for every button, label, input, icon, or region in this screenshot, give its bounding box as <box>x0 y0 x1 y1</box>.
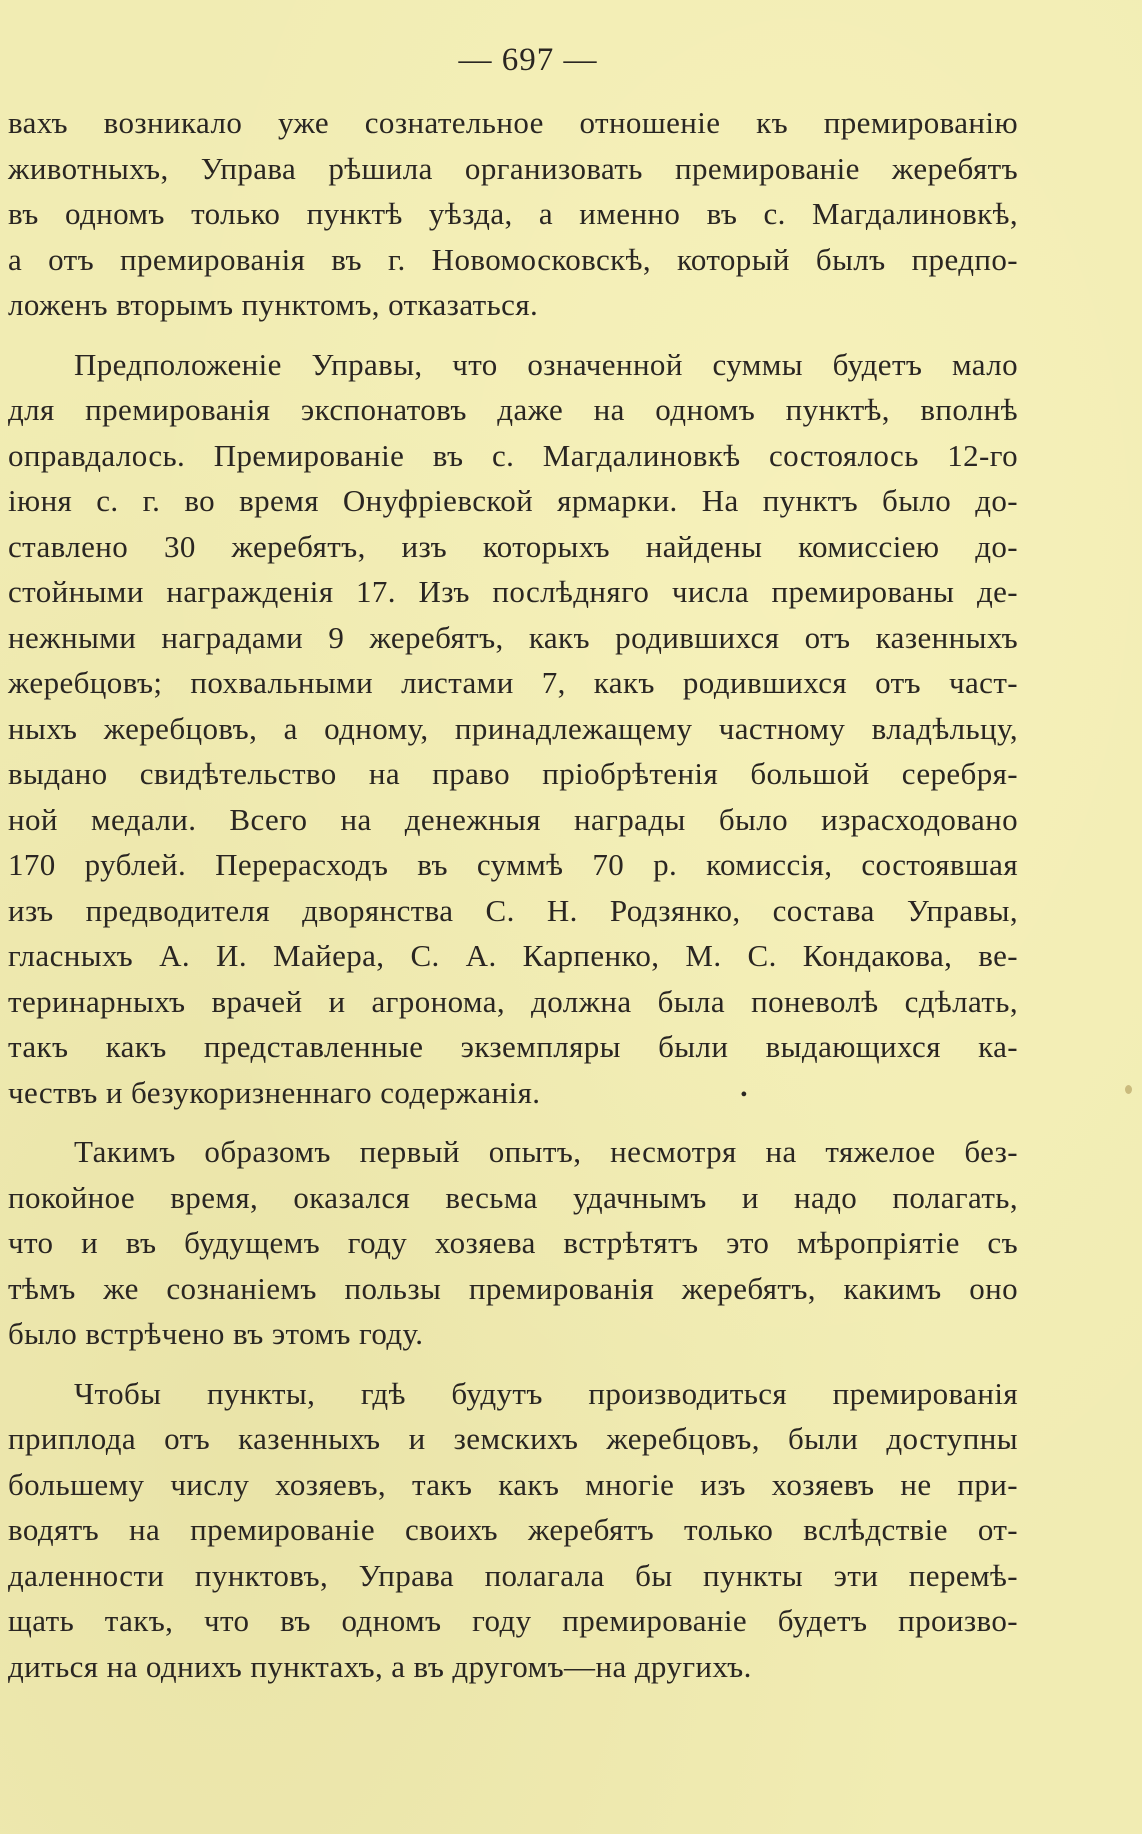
text-line: ставлено 30 жеребятъ, изъ которыхъ найдены комиссіею до- <box>8 528 1018 564</box>
text-line: ныхъ жеребцовъ, а одному, принадлежащему частному владѣльцу, <box>8 710 1018 746</box>
bullet-mark: • <box>740 1083 748 1106</box>
text-line: большему числу хозяевъ, такъ какъ многіе изъ хозяевъ не при- <box>8 1466 1018 1502</box>
text-line: такъ какъ представленные экземпляры были выдающихся ка- <box>8 1029 1018 1064</box>
text-line: Чтобы пункты, гдѣ будутъ производиться премированія <box>74 1375 1018 1411</box>
page-number: — 697 — <box>458 42 598 78</box>
text-line: приплода отъ казенныхъ и земскихъ жеребцовъ, были доступны <box>8 1421 1018 1456</box>
text-line: даленности пунктовъ, Управа полагала бы пункты эти перемѣ- <box>8 1557 1018 1593</box>
text-line: ной медали. Всего на денежныя награды было израсходовано <box>8 801 1018 837</box>
text-line: щать такъ, что въ одномъ году премированіе будетъ произво- <box>8 1603 1018 1638</box>
paragraph-1 <box>8 100 1018 328</box>
text-line: а отъ премированія въ г. Новомосковскѣ, который былъ предпо- <box>8 241 1018 277</box>
text-line: вахъ возникало уже сознательное отношеніе къ премированію <box>8 105 1018 140</box>
text-line: животныхъ, Управа рѣшила организовать премированіе жеребятъ <box>8 150 1018 186</box>
text-line: для премированія экспонатовъ даже на одномъ пунктѣ, вполнѣ <box>8 392 1018 427</box>
text-line: теринарныхъ врачей и агронома, должна была поневолѣ сдѣлать, <box>8 983 1018 1019</box>
text-line: гласныхъ А. И. Майера, С. А. Карпенко, М. С. Кондакова, ве- <box>8 938 1018 973</box>
text-line: диться на однихъ пунктахъ, а въ другомъ—на другихъ. <box>8 1648 752 1684</box>
text-line: оправдалось. Премированіе въ с. Магдалиновкѣ состоялось 12-го <box>8 437 1018 473</box>
text-line: выдано свидѣтельство на право пріобрѣтенія большой серебря- <box>8 756 1018 791</box>
paper-spot <box>1125 1085 1132 1094</box>
text-line: что и въ будущемъ году хозяева встрѣтятъ это мѣропріятіе съ <box>8 1225 1018 1260</box>
text-line: въ одномъ только пунктѣ уѣзда, а именно въ с. Магдалиновкѣ, <box>8 196 1018 231</box>
text-line: ложенъ вторымъ пунктомъ, отказаться. <box>8 287 539 322</box>
text-line: 170 рублей. Перерасходъ въ суммѣ 70 р. комиссія, состоявшая <box>8 847 1018 882</box>
text-line: тѣмъ же сознаніемъ пользы премированія жеребятъ, какимъ оно <box>8 1270 1018 1306</box>
paragraph-4 <box>8 1371 1018 1690</box>
text-line <box>8 1070 1018 1116</box>
text-line: іюня с. г. во время Онуфріевской ярмарки. На пунктъ было до- <box>8 483 1018 518</box>
text-line: нежными наградами 9 жеребятъ, какъ родившихся отъ казенныхъ <box>8 619 1018 655</box>
book-page <box>8 40 1018 1703</box>
text-line: водятъ на премированіе своихъ жеребятъ только вслѣдствіе от- <box>8 1512 1018 1547</box>
text-line: покойное время, оказался весьма удачнымъ и надо полагать, <box>8 1179 1018 1215</box>
text-line: было встрѣчено въ этомъ году. <box>8 1316 424 1351</box>
text-line: стойными награжденія 17. Изъ послѣдняго числа премированы де- <box>8 574 1018 609</box>
text-line: жеребцовъ; похвальными листами 7, какъ родившихся отъ част- <box>8 665 1018 700</box>
text-line: Предположеніе Управы, что означенной суммы будетъ мало <box>74 346 1018 382</box>
paragraph-3 <box>8 1129 1018 1357</box>
text-line-content: чествъ и безукоризненнаго содержанія. <box>8 1074 541 1110</box>
text-line: изъ предводителя дворянства С. Н. Родзянко, состава Управы, <box>8 892 1018 928</box>
paragraph-2 <box>8 342 1018 1116</box>
text-line: Такимъ образомъ первый опытъ, несмотря на тяжелое без- <box>74 1134 1018 1169</box>
